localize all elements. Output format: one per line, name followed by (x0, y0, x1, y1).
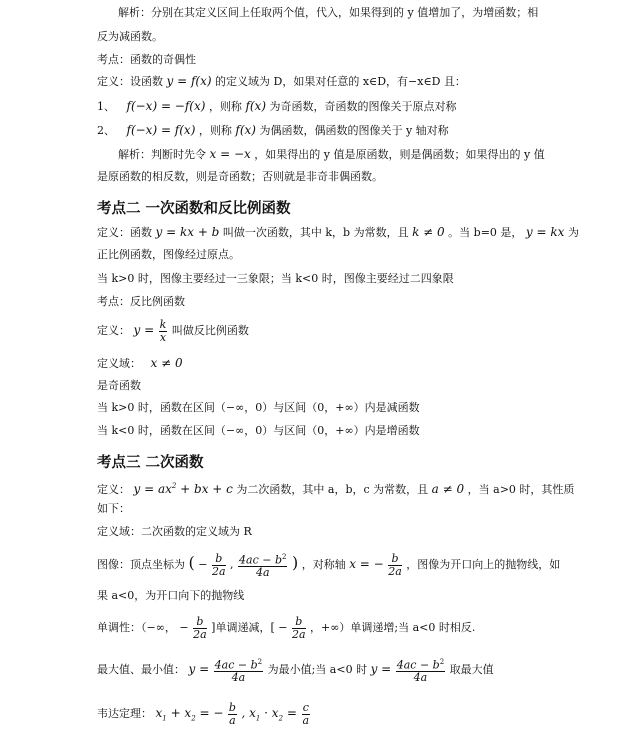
denominator (388, 566, 402, 578)
math-symbol: x (159, 330, 167, 344)
text-line (97, 225, 579, 240)
text-span: ，则称 (208, 100, 242, 113)
math-symbol: 4ac − b (239, 553, 282, 567)
math-expression (155, 706, 224, 723)
superscript: 2 (439, 657, 445, 666)
text-span: ，当 a>0 时，其性质 (467, 483, 575, 496)
math-symbol: a (229, 713, 236, 727)
text-line (97, 99, 457, 114)
text-span: 为 (567, 226, 579, 239)
text-span: 为奇函数，奇函数的图像关于原点对称 (269, 100, 457, 113)
text-span: 。当 b=0 是， (448, 226, 523, 239)
math-expression: f(x) (245, 99, 267, 113)
numerator (238, 551, 287, 568)
text-line (97, 548, 560, 580)
text-line (97, 74, 466, 89)
text-line: 解析：分别在其定义区间上任取两个值，代入，如果得到的 y 值增加了，为增函数；相 (118, 6, 539, 19)
math-symbol: b (196, 614, 204, 628)
text-line: 当 k>0 时，函数在区间（−∞，0）与区间（0，+∞）内是减函数 (97, 401, 420, 414)
fraction-b-over-a (228, 702, 237, 727)
text-span: 定义域： (97, 357, 141, 370)
text-line: 是原函数的相反数，则是奇函数；否则就是非奇非偶函数。 (97, 170, 383, 183)
text-span: 的定义域为 D，如果对任意的 x∈D，有−x∈D 且： (215, 75, 466, 88)
text-span: 定义： (97, 324, 130, 337)
text-line: 正比例函数，图像经过原点。 (97, 248, 240, 261)
math-symbol: b (391, 551, 399, 565)
text-line: 果 a<0，为开口向下的抛物线 (97, 589, 245, 602)
text-span: ，图像为开口向上的抛物线，如 (406, 558, 561, 571)
math-part: y = ax (133, 482, 172, 496)
text-span: 2、 (97, 124, 115, 137)
fraction-c-over-a (302, 702, 310, 727)
denominator (238, 567, 287, 579)
fraction-k-over-x (159, 319, 168, 344)
math-expression: y = (370, 662, 392, 676)
superscript: 2 (257, 657, 263, 666)
math-expression: a ≠ 0 (431, 482, 465, 496)
math-expression: x = − (349, 557, 384, 571)
denominator (292, 629, 306, 641)
fraction-b-over-2a (292, 616, 306, 641)
superscript: 2 (171, 482, 177, 490)
denominator (302, 715, 310, 727)
text-span: 为二次函数，其中 a，b，c 为常数，且 (236, 483, 429, 496)
fraction-4ac-b2-over-4a (238, 551, 287, 580)
math-expression: x ≠ 0 (150, 356, 183, 370)
subscript: 2 (191, 714, 196, 723)
text-span: 叫做反比例函数 (171, 324, 249, 337)
text-span: 取最大值 (449, 663, 494, 676)
text-line: 如下： (97, 502, 130, 515)
math-symbol: − (179, 621, 189, 634)
math-symbol: c (302, 700, 309, 714)
text-span: 单调性：（−∞， (97, 621, 176, 634)
text-line (97, 316, 249, 345)
math-expression: x = −x (209, 147, 251, 161)
denominator (214, 672, 263, 684)
math-expression: k ≠ 0 (412, 225, 445, 239)
text-span: 解析：判断时先令 (118, 148, 206, 161)
math-part: = (283, 706, 301, 720)
fraction-4ac-b2-over-4a (214, 656, 263, 685)
text-line: 是奇函数 (97, 379, 141, 392)
math-symbol: b (215, 551, 223, 565)
text-line (97, 356, 183, 371)
math-expression: f(−x) = −f(x) (126, 99, 206, 113)
paren: ) (291, 553, 299, 572)
subscript: 2 (278, 714, 284, 723)
text-span: ，如果得出的 y 值是原函数，则是偶函数；如果得出的 y 值 (254, 148, 545, 161)
math-symbol: 4ac − b (214, 658, 258, 672)
text-span: ，对称轴 (301, 558, 346, 571)
math-symbol: , (230, 558, 234, 571)
math-part: = − (195, 706, 224, 720)
math-part: + bx + c (176, 482, 233, 496)
math-part: , x (241, 706, 256, 720)
math-expression: y = kx + b (155, 225, 220, 239)
math-expression: y = f(x) (166, 74, 212, 88)
math-expression: y = kx (525, 225, 565, 239)
text-span: 为最小值;当 a<0 时 (267, 663, 368, 676)
math-symbol: b (295, 614, 303, 628)
math-expression: f(−x) = f(x) (126, 123, 196, 137)
text-line: 反为减函数。 (97, 30, 163, 43)
text-line (97, 654, 494, 685)
text-line: 定义域：二次函数的定义域为 R (97, 525, 252, 538)
text-span: ]单调递减，[ (211, 621, 275, 634)
text-span: ，+∞）单调递增;当 a<0 时相反. (310, 621, 476, 634)
math-part: + x (166, 706, 192, 720)
math-symbol: − (198, 558, 208, 571)
math-expression (134, 482, 233, 496)
math-symbol: 4ac − b (396, 658, 440, 672)
math-expression: y = (188, 662, 210, 676)
denominator (228, 715, 237, 727)
text-line (97, 123, 449, 138)
math-symbol: a (302, 713, 310, 727)
math-symbol: 2a (388, 564, 402, 578)
denominator (159, 332, 168, 344)
text-span: 1、 (97, 100, 115, 113)
math-part: x (155, 706, 163, 720)
math-expression (241, 706, 301, 723)
text-span: 定义： (97, 483, 130, 496)
text-span: 韦达定理： (97, 707, 152, 720)
text-line (97, 479, 574, 497)
numerator (396, 656, 445, 673)
math-symbol: 4a (231, 671, 246, 685)
fraction-b-over-2a (212, 553, 226, 578)
fraction-b-over-2a (388, 553, 402, 578)
text-line (97, 613, 475, 643)
subscript: 1 (255, 714, 261, 723)
text-line (118, 147, 545, 162)
math-symbol: − (278, 621, 288, 634)
math-symbol: 2a (291, 627, 306, 641)
text-span: 定义：函数 (97, 226, 152, 239)
paren: ( (188, 553, 195, 572)
text-span: 为偶函数，偶函数的图像关于 y 轴对称 (259, 124, 449, 137)
section-heading: 考点二 一次函数和反比例函数 (97, 201, 291, 217)
text-line: 考点：函数的奇偶性 (97, 53, 196, 66)
math-expression: f(x) (235, 123, 256, 137)
text-span: 最大值、最小值： (97, 663, 185, 676)
fraction-b-over-2a (193, 616, 207, 641)
math-expression: y = (133, 323, 155, 337)
text-span: 图像：顶点坐标为 (97, 558, 185, 571)
numerator (214, 656, 263, 673)
text-line (97, 698, 311, 733)
denominator (212, 566, 226, 578)
denominator (193, 629, 207, 641)
denominator (396, 672, 445, 684)
text-span: 定义：设函数 (97, 75, 163, 88)
math-symbol: 4a (255, 566, 270, 580)
math-symbol: k (159, 317, 167, 331)
text-span: ，则称 (198, 124, 232, 137)
superscript: 2 (282, 552, 287, 561)
math-part: · x (260, 706, 279, 720)
section-heading: 考点三 二次函数 (97, 455, 204, 471)
fraction-4ac-b2-over-4a (396, 656, 445, 685)
math-symbol: 2a (193, 627, 207, 641)
text-line: 考点：反比例函数 (97, 295, 185, 308)
math-symbol: 2a (211, 564, 226, 578)
math-symbol: 4a (413, 671, 428, 685)
text-line: 当 k>0 时，图像主要经过一三象限；当 k<0 时，图像主要经过二四象限 (97, 272, 454, 285)
text-span: 叫做一次函数，其中 k，b 为常数，且 (222, 226, 409, 239)
subscript: 1 (162, 714, 167, 723)
math-symbol: b (228, 700, 236, 714)
text-line: 当 k<0 时，函数在区间（−∞，0）与区间（0，+∞）内是增函数 (97, 424, 420, 437)
